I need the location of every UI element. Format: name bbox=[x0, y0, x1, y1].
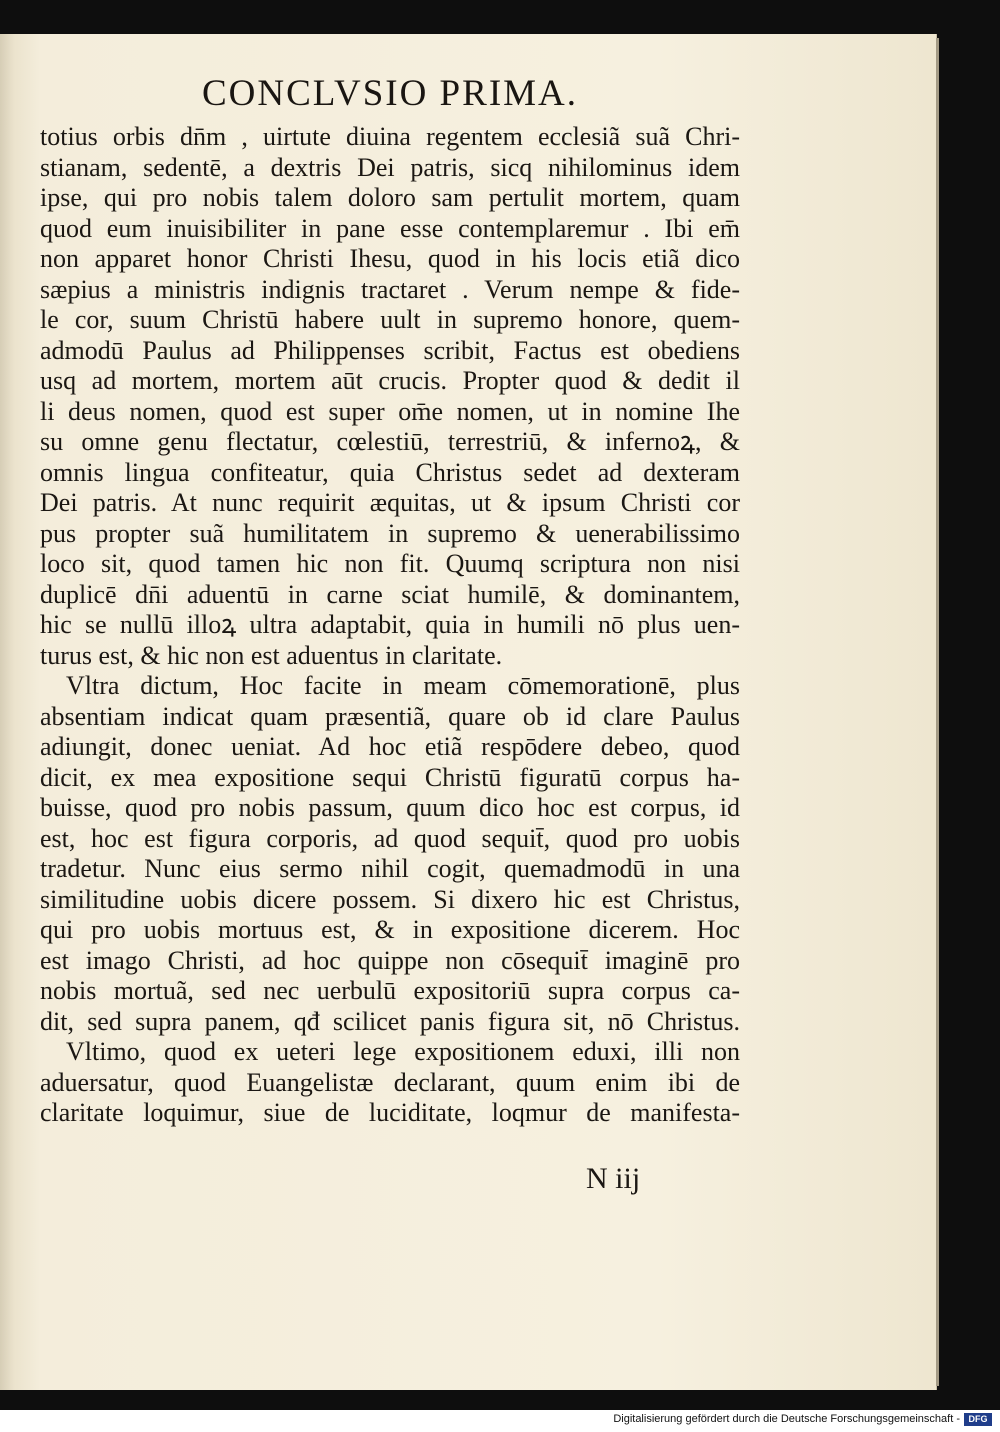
dfg-logo: DFG bbox=[964, 1413, 992, 1426]
text-line: dit, sed supra panem, qđ scilicet panis figura sit, nō Christus. bbox=[40, 1006, 740, 1036]
text-line: nobis mortuã, sed nec uerbulū expositoriū supra corpus ca- bbox=[40, 976, 740, 1005]
page-edge bbox=[936, 38, 939, 1386]
text-line: Vltimo, quod ex ueteri lege expositionem eduxi, illi non bbox=[66, 1037, 740, 1066]
text-line: le cor, suum Christū habere uult in supremo honore, quem- bbox=[40, 305, 740, 334]
text-line: loco sit, quod tamen hic non fit. Quumq scriptura non nisi bbox=[40, 549, 740, 578]
text-line: est imago Christi, ad hoc quippe non cōsequit̄ imaginē pro bbox=[40, 945, 740, 975]
text-line: duplicē dn̄i aduentū in carne sciat humilē, & dominantem, bbox=[40, 579, 740, 609]
body-text bbox=[40, 122, 740, 1129]
text-line: adiungit, donec ueniat. Ad hoc etiã respōdere debeo, quod bbox=[40, 732, 740, 761]
text-line: est, hoc est figura corporis, ad quod sequit̄, quod pro uobis bbox=[40, 823, 740, 853]
text-line: usq ad mortem, mortem aūt crucis. Propter quod & dedit il bbox=[40, 366, 740, 395]
text-line: tradetur. Nunc eius sermo nihil cogit, quemadmodū in una bbox=[40, 854, 740, 883]
signature-mark: N iij bbox=[586, 1162, 641, 1195]
text-line: omnis lingua confiteatur, quia Christus sedet ad dexteram bbox=[40, 457, 740, 487]
text-line: Dei patris. At nunc requirit æquitas, ut & ipsum Christi cor bbox=[40, 488, 740, 517]
text-line: quod eum inuisibiliter in pane esse contemplaremur . Ibi em̄ bbox=[40, 213, 740, 243]
text-line: dicit, ex mea expositione sequi Christū figuratū corpus ha- bbox=[40, 762, 740, 792]
text-line: similitudine uobis dicere possem. Si dixero hic est Christus, bbox=[40, 884, 740, 914]
text-line: ipse, qui pro nobis talem doloro sam pertulit mortem, quam bbox=[40, 183, 740, 212]
footer-credit: Digitalisierung gefördert durch die Deutsche Forschungsgemeinschaft - bbox=[613, 1413, 960, 1425]
text-line: absentiam indicat quam præsentiã, quare ob id clare Paulus bbox=[40, 701, 740, 731]
text-line: hic se nullū illoꝝ ultra adaptabit, quia in humili nō plus uen- bbox=[40, 610, 740, 639]
text-line: aduersatur, quod Euangelistæ declarant, quum enim ibi de bbox=[40, 1067, 740, 1097]
text-line: buisse, quod pro nobis passum, quum dico hoc est corpus, id bbox=[40, 793, 740, 822]
text-line: qui pro uobis mortuus est, & in expositione dicerem. Hoc bbox=[40, 915, 740, 944]
text-line: claritate loquimur, siue de luciditate, loqmur de manifesta- bbox=[40, 1098, 740, 1127]
text-line: admodū Paulus ad Philippenses scribit, Factus est obediens bbox=[40, 335, 740, 365]
text-line: turus est, & hic non est aduentus in claritate. bbox=[40, 640, 503, 670]
text-line: totius orbis dn̄m , uirtute diuina regentem ecclesiã suã Chri- bbox=[40, 122, 740, 151]
text-line: Vltra dictum, Hoc facite in meam cōmemorationē, plus bbox=[66, 671, 740, 700]
text-line: su omne genu flectatur, cœlestiū, terrestriū, & infernoꝝ, & bbox=[40, 427, 740, 456]
text-line: non apparet honor Christi Ihesu, quod in his locis etiã dico bbox=[40, 244, 740, 273]
text-line: sæpius a ministris indignis tractaret . Verum nempe & fide- bbox=[40, 274, 740, 304]
running-head: CONCLVSIO PRIMA. bbox=[201, 73, 579, 114]
text-line: li deus nomen, quod est super om̄e nomen, ut in nomine Ihe bbox=[40, 396, 740, 426]
text-line: pus propter suã humilitatem in supremo & uenerabilissimo bbox=[40, 518, 740, 548]
text-line: stianam, sedentē, a dextris Dei patris, sicq nihilominus idem bbox=[40, 152, 740, 182]
